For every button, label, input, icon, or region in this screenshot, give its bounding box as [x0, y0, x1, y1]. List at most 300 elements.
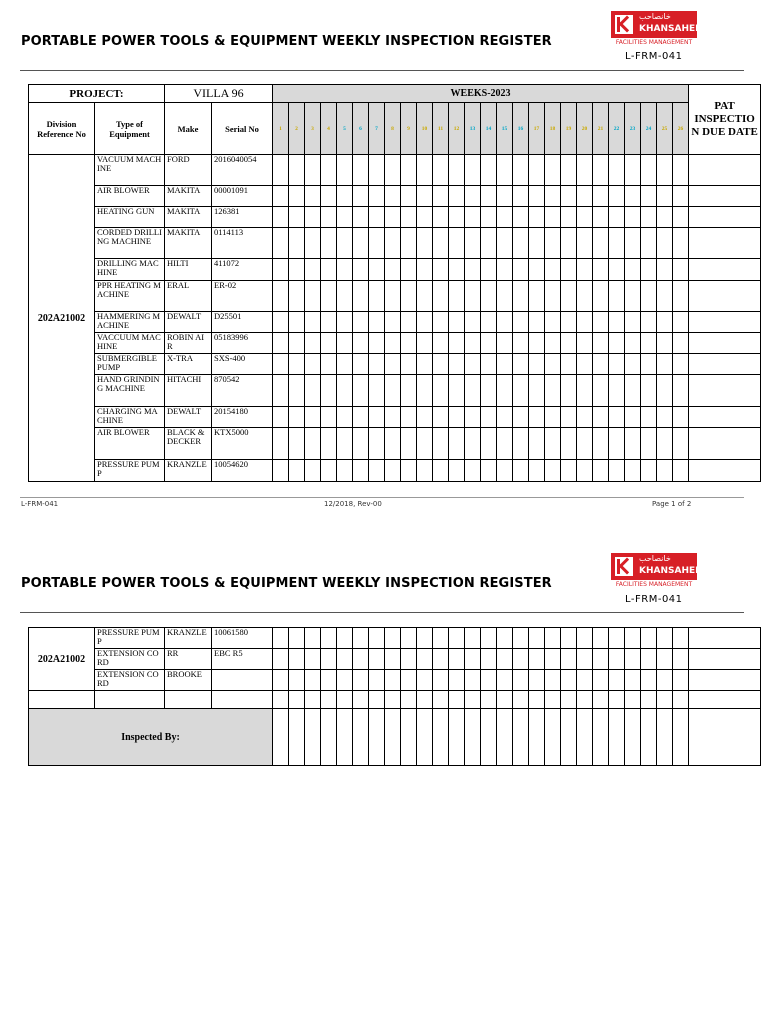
- week-check-cell[interactable]: [625, 375, 641, 407]
- week-check-cell[interactable]: [497, 428, 513, 460]
- week-check-cell[interactable]: [305, 649, 321, 670]
- week-check-cell[interactable]: [289, 259, 305, 281]
- week-check-cell[interactable]: [465, 186, 481, 207]
- week-check-cell[interactable]: [385, 155, 401, 186]
- week-check-cell[interactable]: [433, 691, 449, 709]
- week-check-cell[interactable]: [577, 628, 593, 649]
- week-check-cell[interactable]: [401, 333, 417, 354]
- week-check-cell[interactable]: [657, 259, 673, 281]
- week-check-cell[interactable]: [641, 649, 657, 670]
- week-check-cell[interactable]: [449, 281, 465, 312]
- week-check-cell[interactable]: [609, 281, 625, 312]
- week-check-cell[interactable]: [657, 312, 673, 333]
- week-check-cell[interactable]: [273, 670, 289, 691]
- week-check-cell[interactable]: [401, 312, 417, 333]
- week-check-cell[interactable]: [481, 649, 497, 670]
- week-check-cell[interactable]: [657, 333, 673, 354]
- week-check-cell[interactable]: [321, 333, 337, 354]
- inspector-signature-cell[interactable]: [385, 709, 401, 766]
- week-check-cell[interactable]: [513, 670, 529, 691]
- week-check-cell[interactable]: [401, 670, 417, 691]
- week-check-cell[interactable]: [433, 281, 449, 312]
- week-check-cell[interactable]: [561, 333, 577, 354]
- week-check-cell[interactable]: [321, 281, 337, 312]
- week-check-cell[interactable]: [305, 155, 321, 186]
- week-check-cell[interactable]: [305, 354, 321, 375]
- week-check-cell[interactable]: [673, 628, 689, 649]
- week-check-cell[interactable]: [657, 670, 673, 691]
- week-check-cell[interactable]: [385, 375, 401, 407]
- week-check-cell[interactable]: [577, 155, 593, 186]
- week-check-cell[interactable]: [433, 407, 449, 428]
- week-check-cell[interactable]: [273, 333, 289, 354]
- week-check-cell[interactable]: [641, 628, 657, 649]
- week-check-cell[interactable]: [449, 333, 465, 354]
- week-check-cell[interactable]: [337, 354, 353, 375]
- week-check-cell[interactable]: [273, 691, 289, 709]
- week-check-cell[interactable]: [353, 228, 369, 259]
- week-check-cell[interactable]: [561, 375, 577, 407]
- week-check-cell[interactable]: [673, 375, 689, 407]
- week-check-cell[interactable]: [353, 460, 369, 482]
- week-check-cell[interactable]: [513, 428, 529, 460]
- week-check-cell[interactable]: [337, 649, 353, 670]
- week-check-cell[interactable]: [497, 281, 513, 312]
- week-check-cell[interactable]: [513, 259, 529, 281]
- week-check-cell[interactable]: [577, 460, 593, 482]
- week-check-cell[interactable]: [593, 207, 609, 228]
- week-check-cell[interactable]: [305, 259, 321, 281]
- week-check-cell[interactable]: [353, 649, 369, 670]
- week-check-cell[interactable]: [433, 186, 449, 207]
- week-check-cell[interactable]: [561, 354, 577, 375]
- week-check-cell[interactable]: [561, 186, 577, 207]
- week-check-cell[interactable]: [273, 228, 289, 259]
- week-check-cell[interactable]: [353, 259, 369, 281]
- week-check-cell[interactable]: [513, 649, 529, 670]
- week-check-cell[interactable]: [289, 407, 305, 428]
- week-check-cell[interactable]: [321, 155, 337, 186]
- week-check-cell[interactable]: [593, 259, 609, 281]
- inspector-signature-cell[interactable]: [401, 709, 417, 766]
- week-check-cell[interactable]: [433, 460, 449, 482]
- week-check-cell[interactable]: [353, 628, 369, 649]
- week-check-cell[interactable]: [497, 186, 513, 207]
- pat-due-date-cell[interactable]: [689, 407, 761, 428]
- week-check-cell[interactable]: [593, 428, 609, 460]
- week-check-cell[interactable]: [545, 407, 561, 428]
- inspector-signature-cell[interactable]: [337, 709, 353, 766]
- week-check-cell[interactable]: [625, 691, 641, 709]
- week-check-cell[interactable]: [641, 460, 657, 482]
- week-check-cell[interactable]: [289, 670, 305, 691]
- week-check-cell[interactable]: [289, 354, 305, 375]
- inspector-signature-cell[interactable]: [689, 709, 761, 766]
- week-check-cell[interactable]: [465, 670, 481, 691]
- week-check-cell[interactable]: [321, 460, 337, 482]
- week-check-cell[interactable]: [337, 333, 353, 354]
- week-check-cell[interactable]: [465, 228, 481, 259]
- week-check-cell[interactable]: [513, 312, 529, 333]
- week-check-cell[interactable]: [641, 407, 657, 428]
- week-check-cell[interactable]: [625, 155, 641, 186]
- week-check-cell[interactable]: [625, 460, 641, 482]
- week-check-cell[interactable]: [305, 670, 321, 691]
- week-check-cell[interactable]: [481, 428, 497, 460]
- week-check-cell[interactable]: [561, 207, 577, 228]
- week-check-cell[interactable]: [417, 670, 433, 691]
- week-check-cell[interactable]: [641, 186, 657, 207]
- week-check-cell[interactable]: [481, 281, 497, 312]
- week-check-cell[interactable]: [673, 460, 689, 482]
- week-check-cell[interactable]: [513, 354, 529, 375]
- week-check-cell[interactable]: [401, 628, 417, 649]
- week-check-cell[interactable]: [417, 333, 433, 354]
- week-check-cell[interactable]: [401, 155, 417, 186]
- week-check-cell[interactable]: [273, 428, 289, 460]
- week-check-cell[interactable]: [529, 333, 545, 354]
- week-check-cell[interactable]: [497, 407, 513, 428]
- week-check-cell[interactable]: [609, 354, 625, 375]
- week-check-cell[interactable]: [273, 259, 289, 281]
- week-check-cell[interactable]: [321, 670, 337, 691]
- week-check-cell[interactable]: [289, 691, 305, 709]
- week-check-cell[interactable]: [417, 228, 433, 259]
- week-check-cell[interactable]: [577, 670, 593, 691]
- week-check-cell[interactable]: [625, 281, 641, 312]
- week-check-cell[interactable]: [401, 460, 417, 482]
- week-check-cell[interactable]: [289, 649, 305, 670]
- week-check-cell[interactable]: [545, 207, 561, 228]
- week-check-cell[interactable]: [481, 228, 497, 259]
- week-check-cell[interactable]: [673, 333, 689, 354]
- week-check-cell[interactable]: [305, 207, 321, 228]
- week-check-cell[interactable]: [481, 670, 497, 691]
- week-check-cell[interactable]: [513, 407, 529, 428]
- week-check-cell[interactable]: [625, 333, 641, 354]
- week-check-cell[interactable]: [369, 407, 385, 428]
- week-check-cell[interactable]: [401, 407, 417, 428]
- week-check-cell[interactable]: [417, 281, 433, 312]
- week-check-cell[interactable]: [385, 312, 401, 333]
- week-check-cell[interactable]: [449, 460, 465, 482]
- week-check-cell[interactable]: [545, 428, 561, 460]
- week-check-cell[interactable]: [545, 155, 561, 186]
- week-check-cell[interactable]: [433, 354, 449, 375]
- week-check-cell[interactable]: [673, 155, 689, 186]
- week-check-cell[interactable]: [369, 228, 385, 259]
- week-check-cell[interactable]: [465, 375, 481, 407]
- week-check-cell[interactable]: [673, 670, 689, 691]
- week-check-cell[interactable]: [609, 375, 625, 407]
- inspector-signature-cell[interactable]: [449, 709, 465, 766]
- inspector-signature-cell[interactable]: [289, 709, 305, 766]
- week-check-cell[interactable]: [673, 228, 689, 259]
- week-check-cell[interactable]: [529, 649, 545, 670]
- week-check-cell[interactable]: [529, 155, 545, 186]
- week-check-cell[interactable]: [513, 155, 529, 186]
- week-check-cell[interactable]: [593, 670, 609, 691]
- week-check-cell[interactable]: [625, 186, 641, 207]
- week-check-cell[interactable]: [305, 428, 321, 460]
- week-check-cell[interactable]: [449, 670, 465, 691]
- inspector-signature-cell[interactable]: [481, 709, 497, 766]
- pat-due-date-cell[interactable]: [689, 281, 761, 312]
- week-check-cell[interactable]: [369, 354, 385, 375]
- week-check-cell[interactable]: [545, 354, 561, 375]
- week-check-cell[interactable]: [513, 460, 529, 482]
- week-check-cell[interactable]: [513, 207, 529, 228]
- week-check-cell[interactable]: [641, 312, 657, 333]
- week-check-cell[interactable]: [609, 207, 625, 228]
- week-check-cell[interactable]: [321, 691, 337, 709]
- week-check-cell[interactable]: [401, 259, 417, 281]
- week-check-cell[interactable]: [609, 228, 625, 259]
- week-check-cell[interactable]: [641, 670, 657, 691]
- week-check-cell[interactable]: [673, 407, 689, 428]
- week-check-cell[interactable]: [401, 207, 417, 228]
- week-check-cell[interactable]: [513, 186, 529, 207]
- week-check-cell[interactable]: [657, 186, 673, 207]
- inspector-signature-cell[interactable]: [353, 709, 369, 766]
- pat-due-date-cell[interactable]: [689, 428, 761, 460]
- week-check-cell[interactable]: [305, 281, 321, 312]
- week-check-cell[interactable]: [641, 228, 657, 259]
- pat-due-date-cell[interactable]: [689, 155, 761, 186]
- week-check-cell[interactable]: [417, 691, 433, 709]
- week-check-cell[interactable]: [449, 375, 465, 407]
- week-check-cell[interactable]: [481, 207, 497, 228]
- week-check-cell[interactable]: [673, 186, 689, 207]
- week-check-cell[interactable]: [305, 333, 321, 354]
- week-check-cell[interactable]: [513, 628, 529, 649]
- week-check-cell[interactable]: [609, 649, 625, 670]
- week-check-cell[interactable]: [545, 333, 561, 354]
- week-check-cell[interactable]: [369, 207, 385, 228]
- inspector-signature-cell[interactable]: [641, 709, 657, 766]
- inspector-signature-cell[interactable]: [321, 709, 337, 766]
- week-check-cell[interactable]: [641, 259, 657, 281]
- week-check-cell[interactable]: [561, 259, 577, 281]
- week-check-cell[interactable]: [529, 375, 545, 407]
- pat-due-date-cell[interactable]: [689, 186, 761, 207]
- week-check-cell[interactable]: [449, 428, 465, 460]
- week-check-cell[interactable]: [289, 186, 305, 207]
- week-check-cell[interactable]: [289, 460, 305, 482]
- week-check-cell[interactable]: [545, 670, 561, 691]
- week-check-cell[interactable]: [673, 259, 689, 281]
- week-check-cell[interactable]: [417, 186, 433, 207]
- week-check-cell[interactable]: [497, 460, 513, 482]
- week-check-cell[interactable]: [449, 649, 465, 670]
- week-check-cell[interactable]: [657, 281, 673, 312]
- week-check-cell[interactable]: [289, 428, 305, 460]
- week-check-cell[interactable]: [609, 407, 625, 428]
- week-check-cell[interactable]: [577, 407, 593, 428]
- week-check-cell[interactable]: [449, 228, 465, 259]
- week-check-cell[interactable]: [337, 375, 353, 407]
- week-check-cell[interactable]: [625, 428, 641, 460]
- week-check-cell[interactable]: [593, 649, 609, 670]
- week-check-cell[interactable]: [577, 649, 593, 670]
- week-check-cell[interactable]: [529, 281, 545, 312]
- week-check-cell[interactable]: [369, 670, 385, 691]
- week-check-cell[interactable]: [273, 281, 289, 312]
- week-check-cell[interactable]: [545, 312, 561, 333]
- week-check-cell[interactable]: [625, 259, 641, 281]
- week-check-cell[interactable]: [609, 155, 625, 186]
- week-check-cell[interactable]: [561, 281, 577, 312]
- week-check-cell[interactable]: [545, 691, 561, 709]
- week-check-cell[interactable]: [433, 207, 449, 228]
- pat-due-date-cell[interactable]: [689, 207, 761, 228]
- week-check-cell[interactable]: [337, 628, 353, 649]
- week-check-cell[interactable]: [385, 428, 401, 460]
- week-check-cell[interactable]: [641, 207, 657, 228]
- week-check-cell[interactable]: [497, 155, 513, 186]
- week-check-cell[interactable]: [337, 407, 353, 428]
- week-check-cell[interactable]: [561, 228, 577, 259]
- week-check-cell[interactable]: [609, 186, 625, 207]
- week-check-cell[interactable]: [385, 228, 401, 259]
- week-check-cell[interactable]: [353, 407, 369, 428]
- week-check-cell[interactable]: [545, 281, 561, 312]
- week-check-cell[interactable]: [337, 312, 353, 333]
- week-check-cell[interactable]: [385, 628, 401, 649]
- week-check-cell[interactable]: [353, 354, 369, 375]
- inspector-signature-cell[interactable]: [545, 709, 561, 766]
- week-check-cell[interactable]: [657, 428, 673, 460]
- week-check-cell[interactable]: [657, 375, 673, 407]
- week-check-cell[interactable]: [593, 628, 609, 649]
- week-check-cell[interactable]: [657, 155, 673, 186]
- week-check-cell[interactable]: [609, 428, 625, 460]
- week-check-cell[interactable]: [289, 207, 305, 228]
- week-check-cell[interactable]: [273, 375, 289, 407]
- pat-due-date-cell[interactable]: [689, 670, 761, 691]
- week-check-cell[interactable]: [321, 186, 337, 207]
- week-check-cell[interactable]: [529, 207, 545, 228]
- week-check-cell[interactable]: [577, 354, 593, 375]
- week-check-cell[interactable]: [369, 628, 385, 649]
- week-check-cell[interactable]: [513, 228, 529, 259]
- week-check-cell[interactable]: [305, 628, 321, 649]
- inspector-signature-cell[interactable]: [273, 709, 289, 766]
- week-check-cell[interactable]: [577, 259, 593, 281]
- week-check-cell[interactable]: [529, 259, 545, 281]
- week-check-cell[interactable]: [657, 228, 673, 259]
- week-check-cell[interactable]: [625, 207, 641, 228]
- week-check-cell[interactable]: [433, 333, 449, 354]
- week-check-cell[interactable]: [497, 354, 513, 375]
- week-check-cell[interactable]: [321, 354, 337, 375]
- week-check-cell[interactable]: [561, 407, 577, 428]
- week-check-cell[interactable]: [337, 460, 353, 482]
- week-check-cell[interactable]: [449, 312, 465, 333]
- week-check-cell[interactable]: [273, 407, 289, 428]
- week-check-cell[interactable]: [273, 354, 289, 375]
- inspector-signature-cell[interactable]: [561, 709, 577, 766]
- week-check-cell[interactable]: [289, 281, 305, 312]
- week-check-cell[interactable]: [625, 228, 641, 259]
- week-check-cell[interactable]: [545, 628, 561, 649]
- week-check-cell[interactable]: [433, 155, 449, 186]
- week-check-cell[interactable]: [273, 628, 289, 649]
- week-check-cell[interactable]: [337, 428, 353, 460]
- week-check-cell[interactable]: [545, 228, 561, 259]
- week-check-cell[interactable]: [465, 460, 481, 482]
- week-check-cell[interactable]: [417, 649, 433, 670]
- pat-due-date-cell[interactable]: [689, 628, 761, 649]
- week-check-cell[interactable]: [401, 228, 417, 259]
- week-check-cell[interactable]: [337, 155, 353, 186]
- week-check-cell[interactable]: [449, 155, 465, 186]
- week-check-cell[interactable]: [321, 228, 337, 259]
- week-check-cell[interactable]: [385, 649, 401, 670]
- week-check-cell[interactable]: [609, 312, 625, 333]
- week-check-cell[interactable]: [625, 670, 641, 691]
- week-check-cell[interactable]: [465, 691, 481, 709]
- week-check-cell[interactable]: [449, 407, 465, 428]
- week-check-cell[interactable]: [577, 375, 593, 407]
- week-check-cell[interactable]: [353, 207, 369, 228]
- week-check-cell[interactable]: [417, 207, 433, 228]
- week-check-cell[interactable]: [273, 207, 289, 228]
- week-check-cell[interactable]: [657, 628, 673, 649]
- week-check-cell[interactable]: [481, 691, 497, 709]
- week-check-cell[interactable]: [497, 649, 513, 670]
- inspector-signature-cell[interactable]: [529, 709, 545, 766]
- week-check-cell[interactable]: [545, 649, 561, 670]
- week-check-cell[interactable]: [481, 186, 497, 207]
- week-check-cell[interactable]: [609, 460, 625, 482]
- week-check-cell[interactable]: [593, 281, 609, 312]
- week-check-cell[interactable]: [481, 259, 497, 281]
- week-check-cell[interactable]: [369, 428, 385, 460]
- week-check-cell[interactable]: [273, 460, 289, 482]
- pat-due-date-cell[interactable]: [689, 649, 761, 670]
- week-check-cell[interactable]: [465, 155, 481, 186]
- week-check-cell[interactable]: [353, 155, 369, 186]
- week-check-cell[interactable]: [353, 333, 369, 354]
- week-check-cell[interactable]: [289, 628, 305, 649]
- inspector-signature-cell[interactable]: [433, 709, 449, 766]
- week-check-cell[interactable]: [369, 281, 385, 312]
- week-check-cell[interactable]: [273, 312, 289, 333]
- week-check-cell[interactable]: [625, 312, 641, 333]
- week-check-cell[interactable]: [401, 375, 417, 407]
- week-check-cell[interactable]: [385, 259, 401, 281]
- week-check-cell[interactable]: [561, 155, 577, 186]
- week-check-cell[interactable]: [513, 333, 529, 354]
- week-check-cell[interactable]: [545, 259, 561, 281]
- week-check-cell[interactable]: [673, 207, 689, 228]
- week-check-cell[interactable]: [433, 312, 449, 333]
- week-check-cell[interactable]: [385, 407, 401, 428]
- inspector-signature-cell[interactable]: [513, 709, 529, 766]
- week-check-cell[interactable]: [449, 207, 465, 228]
- week-check-cell[interactable]: [529, 407, 545, 428]
- week-check-cell[interactable]: [449, 691, 465, 709]
- week-check-cell[interactable]: [449, 628, 465, 649]
- pat-due-date-cell[interactable]: [689, 333, 761, 354]
- week-check-cell[interactable]: [561, 312, 577, 333]
- week-check-cell[interactable]: [465, 259, 481, 281]
- week-check-cell[interactable]: [289, 333, 305, 354]
- inspector-signature-cell[interactable]: [577, 709, 593, 766]
- week-check-cell[interactable]: [417, 375, 433, 407]
- week-check-cell[interactable]: [321, 375, 337, 407]
